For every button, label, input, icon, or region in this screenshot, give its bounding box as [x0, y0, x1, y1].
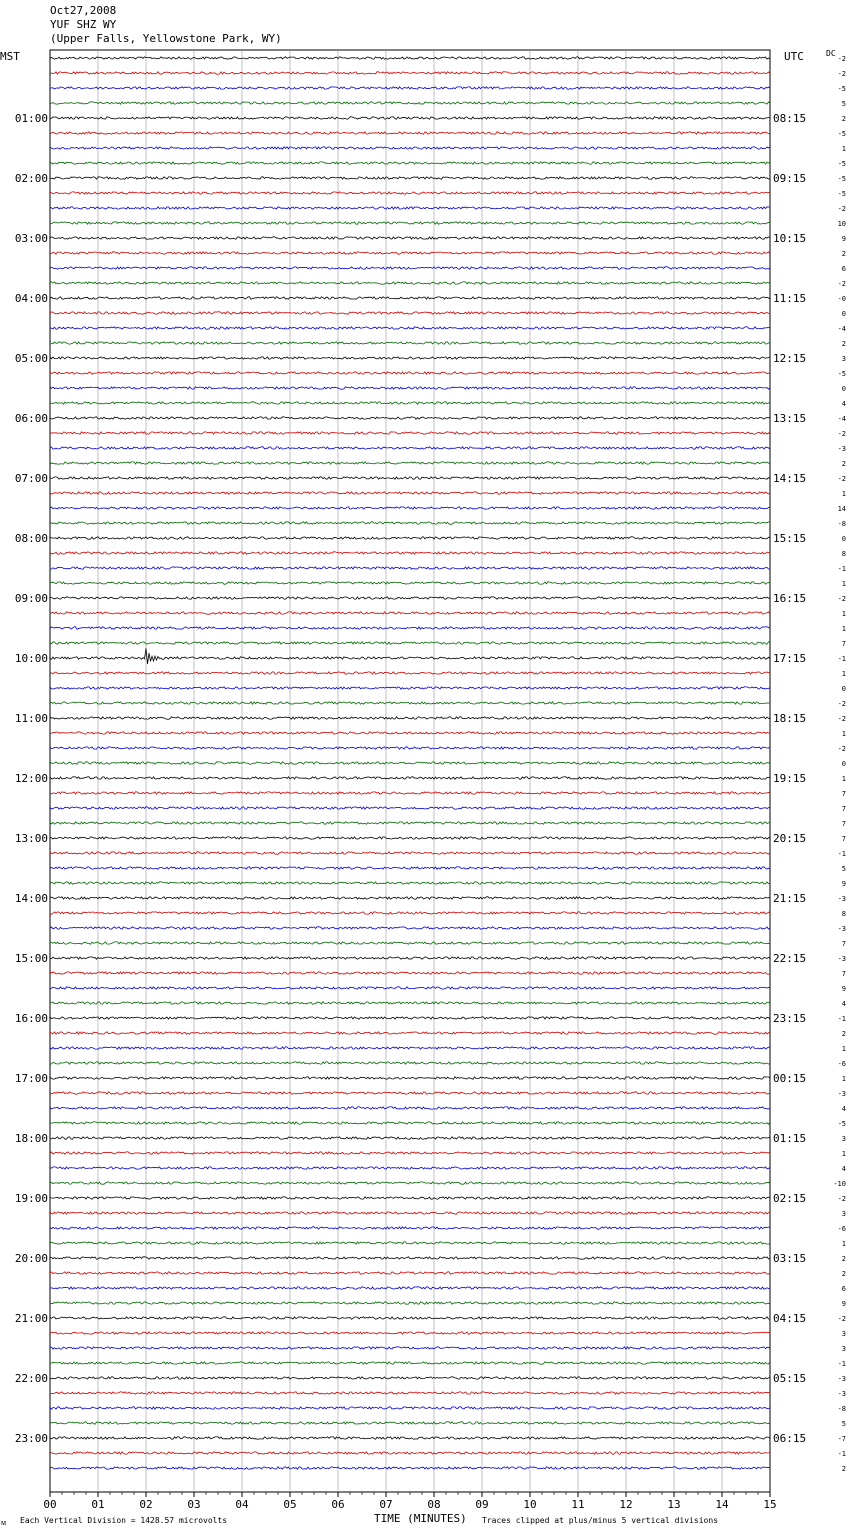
left-hour-label: 21:00 [14, 1312, 48, 1325]
dc-offset-value: -5 [837, 1120, 846, 1128]
seismic-trace [50, 1437, 770, 1439]
dc-offset-value: 5 [841, 1420, 846, 1428]
seismic-trace [50, 927, 770, 929]
seismic-trace [50, 102, 770, 104]
seismic-trace [50, 342, 770, 344]
left-hour-label: 12:00 [14, 772, 48, 785]
left-timezone-label: MST [0, 50, 20, 63]
right-hour-label: 13:15 [773, 412, 807, 425]
seismic-trace [50, 507, 770, 509]
seismic-trace [50, 1032, 770, 1034]
seismic-trace [50, 177, 770, 179]
dc-offset-value: -2 [837, 475, 846, 483]
dc-offset-value: -0 [837, 295, 846, 303]
seismic-trace [50, 957, 770, 959]
seismic-trace [50, 132, 770, 134]
seismic-trace [50, 447, 770, 449]
x-tick-label: 14 [715, 1498, 729, 1511]
seismic-trace [50, 537, 770, 539]
dc-offset-value: -1 [837, 565, 846, 573]
plot-frame [50, 50, 770, 1492]
left-hour-label: 16:00 [14, 1012, 48, 1025]
x-axis-title: TIME (MINUTES) [374, 1512, 467, 1525]
right-hour-label: 09:15 [773, 172, 807, 185]
x-tick-label: 15 [763, 1498, 777, 1511]
dc-offset-value: 8 [841, 910, 846, 918]
dc-offset-value: -10 [833, 1180, 846, 1188]
right-hour-label: 14:15 [773, 472, 807, 485]
x-tick-label: 02 [139, 1498, 153, 1511]
x-tick-label: 07 [379, 1498, 393, 1511]
dc-offset-value: -6 [837, 1225, 846, 1233]
dc-offset-value: 2 [841, 460, 846, 468]
dc-offset-value: 2 [841, 1030, 846, 1038]
seismic-trace [50, 477, 770, 479]
seismic-trace [50, 192, 770, 194]
seismic-trace [50, 1362, 770, 1364]
right-hour-label: 19:15 [773, 772, 807, 785]
seismic-trace [50, 57, 770, 59]
seismic-trace [50, 627, 770, 629]
right-hour-label: 10:15 [773, 232, 807, 245]
dc-offset-value: 4 [841, 1000, 846, 1008]
dc-offset-value: 9 [841, 985, 846, 993]
seismic-trace [50, 882, 770, 884]
seismic-trace [50, 1257, 770, 1259]
seismic-trace [50, 1227, 770, 1229]
seismic-trace [50, 807, 770, 809]
dc-offset-value: 4 [841, 1105, 846, 1113]
dc-offset-value: 7 [841, 940, 846, 948]
left-hour-label: 06:00 [14, 412, 48, 425]
dc-offset-value: -1 [837, 1360, 846, 1368]
x-tick-label: 08 [427, 1498, 441, 1511]
seismic-trace [50, 552, 770, 554]
seismic-trace [50, 1377, 770, 1379]
x-tick-label: 10 [523, 1498, 537, 1511]
left-hour-label: 07:00 [14, 472, 48, 485]
right-hour-label: 06:15 [773, 1432, 807, 1445]
seismic-trace [50, 1197, 770, 1199]
seismic-trace [50, 987, 770, 989]
right-hour-label: 21:15 [773, 892, 807, 905]
dc-offset-value: 1 [841, 1240, 846, 1248]
dc-offset-value: -3 [837, 445, 846, 453]
seismic-trace [50, 462, 770, 464]
x-tick-label: 13 [667, 1498, 681, 1511]
seismic-trace [50, 672, 770, 674]
seismic-trace [50, 702, 770, 704]
dc-offset-value: 9 [841, 880, 846, 888]
left-hour-label: 02:00 [14, 172, 48, 185]
right-hour-label: 02:15 [773, 1192, 807, 1205]
left-hour-label: 18:00 [14, 1132, 48, 1145]
x-tick-label: 05 [283, 1498, 297, 1511]
left-hour-label: 13:00 [14, 832, 48, 845]
seismic-trace [50, 282, 770, 284]
right-hour-label: 23:15 [773, 1012, 807, 1025]
right-hour-label: 04:15 [773, 1312, 807, 1325]
right-hour-label: 08:15 [773, 112, 807, 125]
dc-offset-value: -2 [837, 280, 846, 288]
seismic-trace [50, 297, 770, 299]
seismic-trace [50, 1212, 770, 1214]
dc-offset-value: 1 [841, 610, 846, 618]
dc-offset-value: 9 [841, 235, 846, 243]
x-tick-label: 03 [187, 1498, 201, 1511]
seismic-trace [50, 237, 770, 239]
right-hour-label: 11:15 [773, 292, 807, 305]
dc-offset-value: 2 [841, 115, 846, 123]
dc-offset-value: -2 [837, 595, 846, 603]
left-hour-label: 10:00 [14, 652, 48, 665]
dc-offset-value: -2 [837, 1315, 846, 1323]
dc-offset-value: 3 [841, 1345, 846, 1353]
dc-offset-value: 5 [841, 865, 846, 873]
dc-offset-value: -3 [837, 1390, 846, 1398]
right-hour-label: 12:15 [773, 352, 807, 365]
seismic-trace [50, 117, 770, 119]
seismic-trace [50, 417, 770, 419]
dc-offset-value: -5 [837, 130, 846, 138]
dc-offset-value: 6 [841, 1285, 846, 1293]
dc-offset-value: -5 [837, 85, 846, 93]
seismic-trace [50, 642, 770, 644]
left-hour-label: 23:00 [14, 1432, 48, 1445]
right-hour-label: 22:15 [773, 952, 807, 965]
seismic-trace [50, 867, 770, 869]
seismic-trace [50, 72, 770, 74]
right-hour-label: 18:15 [773, 712, 807, 725]
x-tick-label: 12 [619, 1498, 633, 1511]
left-hour-label: 15:00 [14, 952, 48, 965]
seismic-trace [50, 597, 770, 599]
x-tick-label: 01 [91, 1498, 105, 1511]
dc-offset-value: -2 [837, 430, 846, 438]
dc-offset-value: 1 [841, 145, 846, 153]
dc-offset-value: 2 [841, 250, 846, 258]
right-hour-label: 03:15 [773, 1252, 807, 1265]
seismic-trace [50, 732, 770, 734]
seismic-trace [50, 912, 770, 914]
dc-offset-value: -6 [837, 1060, 846, 1068]
dc-offset-value: -4 [837, 325, 846, 333]
seismic-trace [50, 207, 770, 209]
seismic-trace [50, 222, 770, 224]
dc-offset-value: 1 [841, 730, 846, 738]
left-hour-label: 03:00 [14, 232, 48, 245]
seismic-trace [50, 1107, 770, 1109]
dc-offset-value: 4 [841, 400, 846, 408]
seismic-trace [50, 492, 770, 494]
dc-offset-value: -5 [837, 160, 846, 168]
seismic-trace [50, 747, 770, 749]
dc-offset-value: -3 [837, 1375, 846, 1383]
seismic-trace [50, 717, 770, 719]
right-hour-label: 00:15 [773, 1072, 807, 1085]
dc-offset-value: 4 [841, 1165, 846, 1173]
seismic-trace [50, 837, 770, 839]
right-hour-label: 16:15 [773, 592, 807, 605]
dc-offset-value: 2 [841, 340, 846, 348]
seismic-trace [50, 567, 770, 569]
dc-offset-value: -1 [837, 850, 846, 858]
seismic-trace [50, 1047, 770, 1049]
dc-offset-value: 0 [841, 760, 846, 768]
seismic-trace [50, 1272, 770, 1274]
seismic-trace [50, 327, 770, 329]
dc-offset-value: -7 [837, 1435, 846, 1443]
dc-offset-value: -5 [837, 370, 846, 378]
dc-offset-value: 1 [841, 1075, 846, 1083]
left-hour-label: 04:00 [14, 292, 48, 305]
left-hour-label: 01:00 [14, 112, 48, 125]
dc-offset-value: 6 [841, 265, 846, 273]
right-hour-label: 17:15 [773, 652, 807, 665]
dc-offset-value: 1 [841, 670, 846, 678]
seismic-trace [50, 792, 770, 794]
seismic-trace [50, 162, 770, 164]
dc-offset-value: -2 [837, 745, 846, 753]
dc-offset-value: -1 [837, 1015, 846, 1023]
dc-offset-value: -3 [837, 925, 846, 933]
dc-offset-value: -2 [837, 70, 846, 78]
seismic-trace [50, 1062, 770, 1064]
chart-station: YUF SHZ WY [50, 18, 117, 31]
dc-offset-value: 10 [837, 220, 846, 228]
left-hour-label: 14:00 [14, 892, 48, 905]
seismic-trace [50, 822, 770, 824]
seismic-trace [50, 1452, 770, 1454]
seismic-trace [50, 852, 770, 854]
seismic-trace [50, 357, 770, 359]
dc-offset-value: -5 [837, 175, 846, 183]
dc-offset-value: 7 [841, 805, 846, 813]
dc-offset-value: 1 [841, 625, 846, 633]
left-hour-label: 08:00 [14, 532, 48, 545]
dc-offset-value: 1 [841, 1150, 846, 1158]
dc-offset-value: 7 [841, 790, 846, 798]
seismic-trace [50, 648, 770, 664]
x-tick-label: 00 [43, 1498, 57, 1511]
dc-offset-value: 0 [841, 685, 846, 693]
x-tick-label: 09 [475, 1498, 489, 1511]
dc-offset-value: 1 [841, 1045, 846, 1053]
scale-note: Each Vertical Division = 1428.57 microvolts [20, 1516, 228, 1525]
seismic-trace [50, 1167, 770, 1169]
right-hour-label: 05:15 [773, 1372, 807, 1385]
dc-offset-value: -2 [837, 205, 846, 213]
dc-offset-value: 3 [841, 355, 846, 363]
dc-offset-value: 3 [841, 1330, 846, 1338]
x-tick-label: 11 [571, 1498, 585, 1511]
dc-offset-value: 8 [841, 550, 846, 558]
seismic-trace [50, 897, 770, 899]
seismic-trace [50, 1467, 770, 1469]
seismic-trace [50, 1152, 770, 1154]
dc-offset-value: 2 [841, 1465, 846, 1473]
left-hour-label: 09:00 [14, 592, 48, 605]
seismic-trace [50, 1332, 770, 1334]
left-hour-label: 11:00 [14, 712, 48, 725]
left-hour-label: 22:00 [14, 1372, 48, 1385]
seismic-trace [50, 147, 770, 149]
seismic-trace [50, 432, 770, 434]
dc-offset-value: 7 [841, 835, 846, 843]
dc-offset-value: 0 [841, 310, 846, 318]
dc-offset-value: -2 [837, 715, 846, 723]
seismic-trace [50, 942, 770, 944]
seismic-trace [50, 582, 770, 584]
dc-offset-value: 3 [841, 1135, 846, 1143]
seismic-trace [50, 1017, 770, 1019]
dc-offset-value: -8 [837, 520, 846, 528]
seismic-trace [50, 1392, 770, 1394]
trace-group [50, 57, 770, 1469]
seismic-trace [50, 522, 770, 524]
seismic-trace [50, 267, 770, 269]
dc-offset-value: 7 [841, 820, 846, 828]
seismic-trace [50, 1242, 770, 1244]
dc-offset-value: 5 [841, 100, 846, 108]
dc-offset-value: -1 [837, 1450, 846, 1458]
dc-offset-value: 0 [841, 535, 846, 543]
dc-offset-value: 14 [837, 505, 846, 513]
seismic-trace [50, 402, 770, 404]
x-tick-label: 04 [235, 1498, 249, 1511]
x-tick-label: 06 [331, 1498, 345, 1511]
dc-offset-value: 7 [841, 640, 846, 648]
seismic-trace [50, 687, 770, 689]
seismic-trace [50, 612, 770, 614]
seismic-trace [50, 1122, 770, 1124]
seismic-trace [50, 1317, 770, 1319]
left-hour-label: 05:00 [14, 352, 48, 365]
dc-offset-value: 2 [841, 1270, 846, 1278]
seismic-trace [50, 1092, 770, 1094]
seismic-trace [50, 1002, 770, 1004]
dc-offset-value: -5 [837, 190, 846, 198]
dc-offset-value: 7 [841, 970, 846, 978]
dc-offset-value: -4 [837, 415, 846, 423]
dc-offset-value: 3 [841, 1210, 846, 1218]
seismic-trace [50, 1302, 770, 1304]
chart-date: Oct27,2008 [50, 4, 117, 17]
seismic-trace [50, 312, 770, 314]
left-hour-label: 19:00 [14, 1192, 48, 1205]
seismic-trace [50, 387, 770, 389]
seismic-trace [50, 372, 770, 374]
right-hour-label: 15:15 [773, 532, 807, 545]
dc-offset-value: -3 [837, 955, 846, 963]
corner-mark: ᴍ [1, 1518, 7, 1527]
dc-offset-value: 1 [841, 580, 846, 588]
dc-offset-value: 1 [841, 775, 846, 783]
left-hour-label: 17:00 [14, 1072, 48, 1085]
dc-offset-value: -3 [837, 895, 846, 903]
right-timezone-label: UTC [784, 50, 804, 63]
seismic-trace [50, 1347, 770, 1349]
dc-offset-value: 2 [841, 1255, 846, 1263]
seismic-trace [50, 1407, 770, 1409]
seismic-trace [50, 1182, 770, 1184]
clip-note: Traces clipped at plus/minus 5 vertical divisions [482, 1516, 719, 1525]
dc-label: DC [826, 49, 836, 58]
seismic-trace [50, 1077, 770, 1079]
seismic-trace [50, 1422, 770, 1424]
dc-offset-value: -2 [837, 700, 846, 708]
dc-offset-value: -2 [837, 55, 846, 63]
dc-offset-value: 9 [841, 1300, 846, 1308]
seismic-trace [50, 252, 770, 254]
dc-offset-value: 1 [841, 490, 846, 498]
seismic-trace [50, 1287, 770, 1289]
seismic-trace [50, 87, 770, 89]
dc-offset-value: -8 [837, 1405, 846, 1413]
dc-offset-value: 0 [841, 385, 846, 393]
left-hour-label: 20:00 [14, 1252, 48, 1265]
seismic-trace [50, 1137, 770, 1139]
right-hour-label: 01:15 [773, 1132, 807, 1145]
dc-offset-value: -2 [837, 1195, 846, 1203]
seismic-trace [50, 762, 770, 764]
dc-offset-value: -3 [837, 1090, 846, 1098]
right-hour-label: 20:15 [773, 832, 807, 845]
seismic-trace [50, 972, 770, 974]
seismic-trace [50, 777, 770, 779]
dc-offset-value: -1 [837, 655, 846, 663]
chart-location: (Upper Falls, Yellowstone Park, WY) [50, 32, 282, 45]
